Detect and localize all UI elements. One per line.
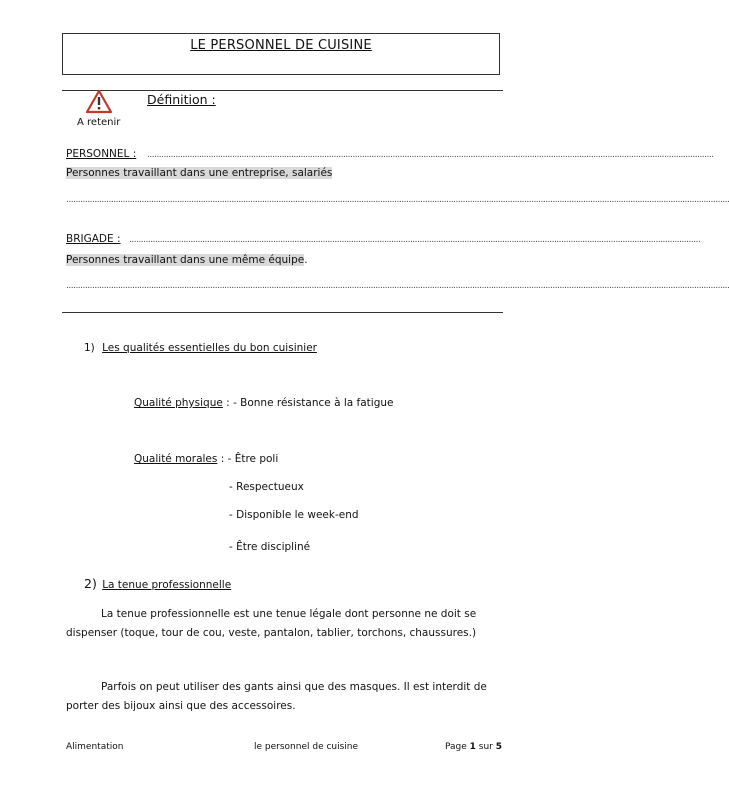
definition-heading: Définition :	[147, 92, 216, 107]
section2-heading	[84, 576, 231, 591]
paragraph-tenue-line2: dispenser (toque, tour de cou, veste, pantalon, tablier, torchons, chaussures.)	[66, 627, 477, 639]
paragraph-accessoires-line1: Parfois on peut utiliser des gants ainsi que des masques. Il est interdit de	[101, 681, 487, 693]
list-item: - Respectueux	[229, 481, 304, 493]
quality-morales-label: Qualité morales	[134, 453, 218, 465]
quality-morales-first: : - Être poli	[217, 453, 279, 465]
section2-number: 2)	[84, 576, 97, 591]
title-box	[62, 33, 500, 75]
quality-physique-value: : - Bonne résistance à la fatigue	[222, 397, 394, 409]
page-indicator	[445, 742, 502, 752]
personnel-term-label: PERSONNEL :	[66, 148, 137, 160]
brigade-answer-text: Personnes travaillant dans une même équipe	[66, 254, 305, 266]
personnel-answer	[66, 167, 332, 179]
quality-physique-label: Qualité physique	[134, 397, 223, 409]
list-item: - Être discipliné	[229, 541, 311, 553]
quality-morales	[134, 453, 278, 465]
brigade-term	[66, 233, 121, 245]
personnel-dotted-line: ................................................................................................................................................................................................................................................	[147, 150, 714, 160]
personnel-answer-text: Personnes travaillant dans une entreprise, salariés	[66, 167, 333, 179]
footer-left: Alimentation	[66, 742, 124, 752]
list-item: - Disponible le week-end	[229, 509, 359, 521]
divider-middle	[62, 312, 503, 313]
section1-title: Les qualités essentielles du bon cuisinier	[102, 342, 317, 354]
page-prefix: Page	[445, 742, 470, 752]
brigade-answer	[66, 254, 308, 266]
page-total: 5	[495, 742, 503, 752]
warning-triangle-icon	[85, 89, 113, 115]
personnel-dotted-line-2: .........................................................................................................................................................................................................................................................................................	[66, 195, 729, 205]
paragraph-accessoires	[66, 678, 506, 716]
brigade-term-label: BRIGADE :	[66, 233, 121, 245]
divider-top	[62, 90, 503, 91]
section2-title: La tenue professionnelle	[102, 579, 232, 591]
section1-heading	[84, 342, 317, 354]
section1-number: 1)	[84, 342, 95, 354]
page-middle: sur	[475, 742, 496, 752]
page-current: 1	[469, 742, 476, 752]
paragraph-accessoires-line2: porter des bijoux ainsi que des accessoires.	[66, 700, 296, 712]
a-retenir-label: A retenir	[77, 117, 121, 128]
paragraph-tenue-line1: La tenue professionnelle est une tenue légale dont personne ne doit se	[101, 608, 477, 620]
brigade-dotted-line-2: .........................................................................................................................................................................................................................................................................................	[66, 281, 729, 291]
brigade-dotted-line: ..................................................................................................................................................................................................................................................	[129, 235, 701, 245]
footer-center: le personnel de cuisine	[254, 742, 359, 752]
paragraph-tenue	[66, 605, 506, 643]
quality-physique	[134, 397, 393, 409]
page-title: LE PERSONNEL DE CUISINE	[190, 38, 372, 53]
brigade-answer-period: .	[304, 254, 308, 266]
personnel-term	[66, 148, 136, 160]
